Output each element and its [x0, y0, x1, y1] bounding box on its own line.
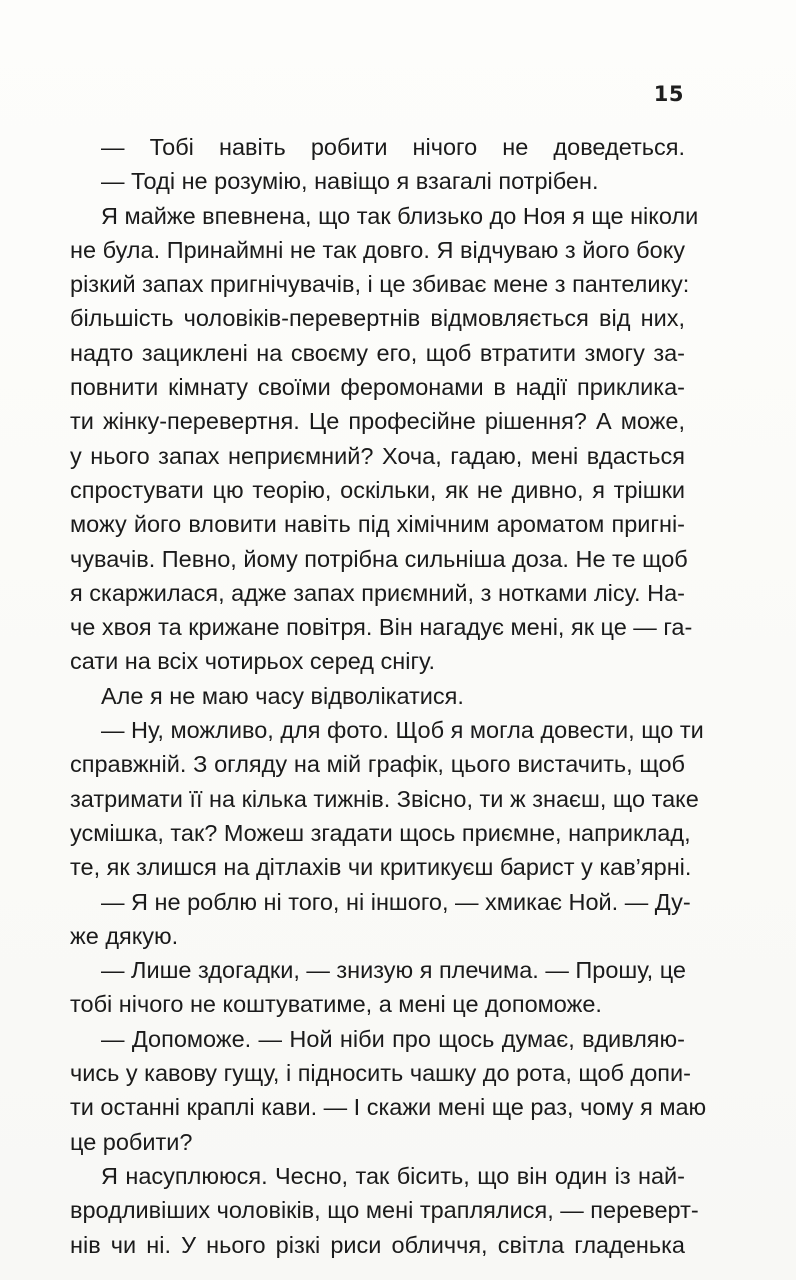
text-line: надто зациклені на своєму его, щоб втратити змогу за- [70, 339, 685, 366]
text-line: че хвоя та крижане повітря. Він нагадує мені, як це — га- [70, 614, 693, 641]
text-line: я скаржилася, адже запах приємний, з нотками лісу. На- [70, 579, 685, 606]
text-line: чись у кавову гущу, і підносить чашку до рота, щоб допи- [70, 1060, 691, 1087]
text-line: ти жінку-перевертня. Це професійне рішення? А може, [70, 408, 685, 435]
text-line: можу його вловити навіть під хімічним ароматом пригні- [70, 511, 685, 538]
text-line: — Тоді не розумію, навіщо я взагалі потрібен. [101, 168, 599, 195]
text-line: вродливіших чоловіків, що мені траплялися, — переверт- [70, 1197, 699, 1224]
page-number: 15 [653, 82, 684, 106]
text-line: Я насуплююся. Чесно, так бісить, що він один із най- [101, 1162, 685, 1189]
text-line: усмішка, так? Можеш згадати щось приємне, наприклад, [70, 819, 691, 846]
text-line: різкий запах пригнічувачів, і це збиває мене з пантелику: [70, 271, 690, 298]
text-line: сати на всіх чотирьох серед снігу. [70, 648, 435, 675]
text-line: Але я не маю часу відволікатися. [101, 682, 464, 709]
text-line: у нього запах неприємний? Хоча, гадаю, мені вдасться [70, 442, 685, 469]
text-line: це робити? [70, 1128, 193, 1155]
text-line: більшість чоловіків-перевертнів відмовляється від них, [70, 305, 685, 332]
text-line: же дякую. [70, 922, 179, 949]
text-line: — Допоможе. — Ной ніби про щось думає, вдивляю- [101, 1025, 685, 1052]
text-line: не була. Принаймні не так довго. Я відчуваю з його боку [70, 236, 685, 263]
text-line: Я майже впевнена, що так близько до Ноя я ще ніколи [101, 202, 699, 229]
text-line: чувачів. Певно, йому потрібна сильніша доза. Не те щоб [70, 545, 688, 572]
body-text [70, 130, 707, 1262]
text-line: — Тобі навіть робити нічого не доведеться. [101, 134, 685, 160]
text-line: — Я не роблю ні того, ні іншого, — хмикає Ной. — Ду- [101, 888, 691, 915]
text-line: повнити кімнату своїми феромонами в надії приклика- [70, 374, 685, 401]
text-line: — Лише здогадки, — знизую я плечима. — Прошу, це [101, 957, 686, 984]
text-line: — Ну, можливо, для фото. Щоб я могла довести, що ти [101, 717, 704, 744]
text-line: справжній. З огляду на мій графік, цього вистачить, щоб [70, 751, 685, 778]
text-line: те, як злишся на дітлахів чи критикуєш барист у кав’ярні. [70, 854, 692, 881]
text-line: затримати її на кілька тижнів. Звісно, ти ж знаєш, що таке [70, 785, 699, 812]
text-line: нів чи ні. У нього різкі риси обличчя, світла гладенька [70, 1231, 685, 1258]
text-line: ти останні краплі кави. — І скажи мені ще раз, чому я маю [70, 1094, 707, 1121]
text-line: спростувати цю теорію, оскільки, як не дивно, я трішки [70, 476, 685, 503]
text-line: тобі нічого не коштуватиме, а мені це допоможе. [70, 991, 602, 1018]
